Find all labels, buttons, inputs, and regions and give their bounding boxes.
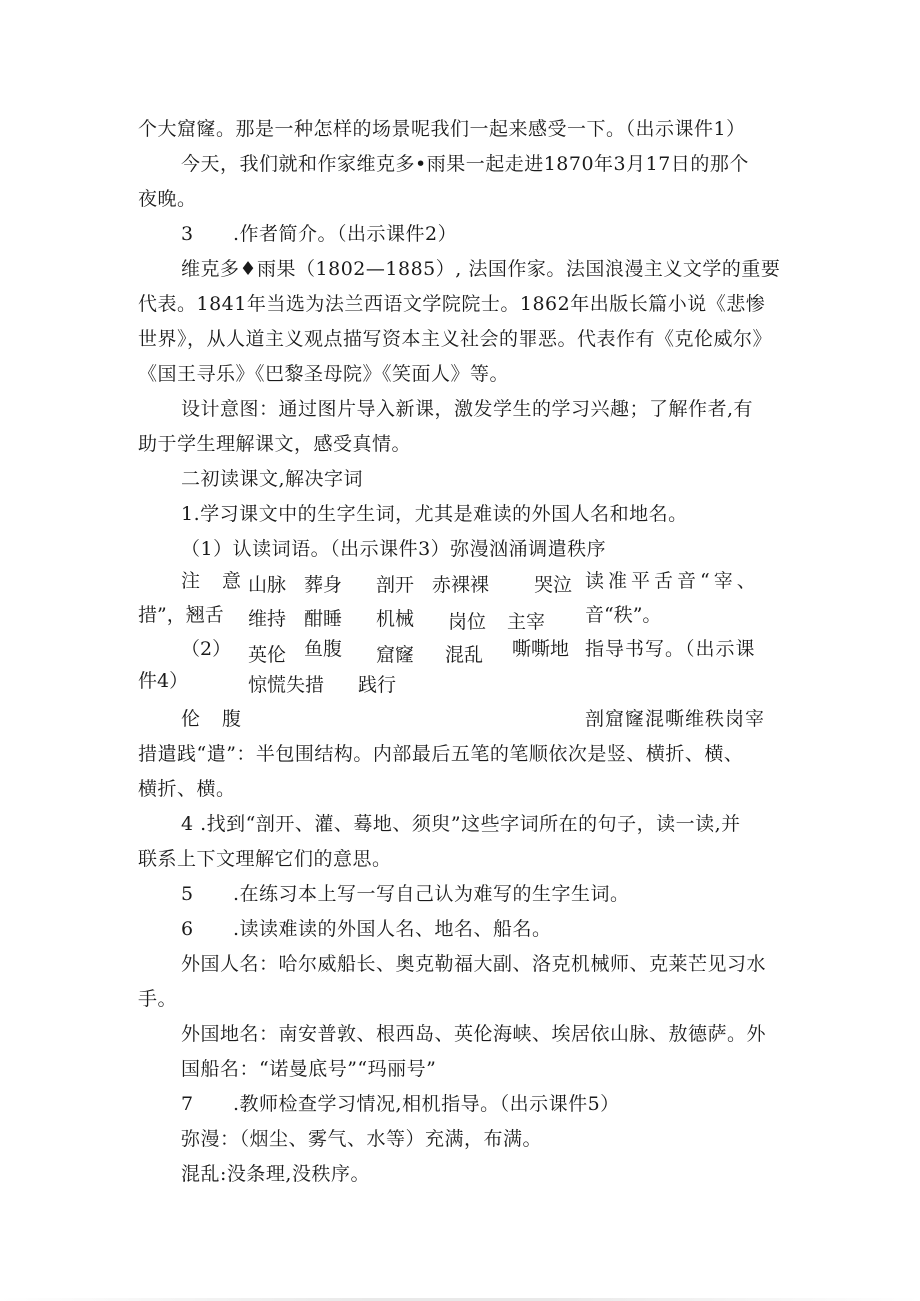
paragraph-line: 世界》，从人道主义观点描写资本主义社会的罪恶。代表作有《克伦威尔》: [138, 328, 773, 350]
vocab-note: 读准平舌音“宰、: [585, 570, 760, 592]
vocab-cell: 注 意: [181, 570, 250, 592]
list-number: 5: [181, 883, 194, 905]
list-number: 6: [181, 918, 194, 940]
paragraph-line: 维克多♦雨果（1802—1885）, 法国作家。法国浪漫主义文学的重要: [181, 258, 781, 280]
vocab-word: 嘶嘶地: [512, 638, 570, 660]
paragraph-line: 国船名：“诺曼底号”“玛丽号”: [181, 1058, 437, 1080]
paragraph-line: 《国王寻乐》《巴黎圣母院》《笑面人》等。: [138, 363, 510, 385]
vocab-word: 机械: [376, 608, 415, 630]
paragraph-line: 外国地名：南安普敦、根西岛、英伦海峡、埃居依山脉、敖德萨。外: [181, 1023, 767, 1045]
vocab-word: 剖开: [376, 574, 415, 596]
paragraph-line: 弥漫：（烟尘、雾气、水等）充满，布满。: [181, 1128, 543, 1150]
vocab-word: 酣睡: [304, 608, 343, 630]
vocab-cell: 件4）: [138, 670, 189, 692]
paragraph-line: 横折、横。: [138, 778, 236, 800]
vocab-word: 山脉: [248, 574, 287, 596]
vocab-note: 指导书写。（出示课: [585, 638, 756, 660]
vocab-word: 窟窿: [376, 644, 415, 666]
paragraph-line: 代表。1841年当选为法兰西语文学院院士。1862年出版长篇小说《悲惨: [138, 293, 766, 315]
paragraph-line: （1）认读词语。（出示课件3）弥漫汹涌调遣秩序: [181, 538, 607, 560]
paragraph-line: 设计意图：通过图片导入新课，激发学生的学习兴趣；了解作者,有: [181, 398, 754, 420]
paragraph-line: 助于学生理解课文，感受真情。: [138, 433, 412, 455]
vocab-word: 鱼腹: [304, 638, 343, 660]
paragraph-line: 联系上下文理解它们的意思。: [138, 848, 392, 870]
vocab-word: 葬身: [304, 574, 343, 596]
vocab-word: 主宰: [507, 611, 546, 633]
vocab-word: 践行: [358, 674, 397, 696]
section-heading: .作者简介。（出示课件2）: [233, 223, 458, 245]
list-number: 3: [181, 223, 194, 245]
vocab-cell: 措”，翘舌: [138, 604, 224, 626]
vocab-word: 惊慌失措: [248, 674, 325, 696]
paragraph-line: 4 .找到“剖开、灌、蓦地、须臾”这些字词所在的句子，读一读,并: [181, 813, 741, 835]
paragraph-line: 1.学习课文中的生字生词，尤其是难读的外国人名和地名。: [181, 503, 688, 525]
vocab-note: 音“秩”。: [585, 604, 662, 626]
paragraph-line: 夜晚。: [138, 188, 197, 210]
vocab-word: 岗位: [448, 611, 487, 633]
paragraph-line: 手。: [138, 988, 178, 1010]
paragraph-line: 伦 腹: [181, 708, 250, 730]
paragraph-line: 外国人名：哈尔威船长、奥克勒福大副、洛克机械师、克莱芒见习水: [181, 953, 767, 975]
list-number: 7: [181, 1093, 194, 1115]
paragraph-line: 个大窟窿。那是一种怎样的场景呢我们一起来感受一下。（出示课件1）: [138, 118, 746, 140]
vocab-word: 英伦: [248, 644, 287, 666]
paragraph-line: .教师检查学习情况,相机指导。（出示课件5）: [233, 1093, 620, 1115]
paragraph-line: 剖窟窿混嘶维秩岗宰: [585, 708, 766, 730]
paragraph-line: .在练习本上写一写自己认为难写的生字生词。: [233, 883, 630, 905]
vocab-cell: （2）: [181, 638, 232, 660]
vocab-word: 赤裸裸: [432, 574, 490, 596]
vocab-word: 维持: [248, 608, 287, 630]
paragraph-line: 混乱:没条理,没秩序。: [181, 1163, 370, 1185]
paragraph-line: 措遣践“遣”：半包围结构。内部最后五笔的笔顺依次是竖、横折、横、: [138, 743, 744, 765]
vocab-word: 哭泣: [534, 574, 573, 596]
paragraph-line: .读读难读的外国人名、地名、船名。: [233, 918, 552, 940]
section-heading: 二初读课文,解决字词: [181, 468, 364, 490]
vocab-word: 混乱: [445, 644, 484, 666]
paragraph-line: 今天，我们就和作家维克多•雨果一起走进1870年3月17日的那个: [181, 153, 749, 175]
